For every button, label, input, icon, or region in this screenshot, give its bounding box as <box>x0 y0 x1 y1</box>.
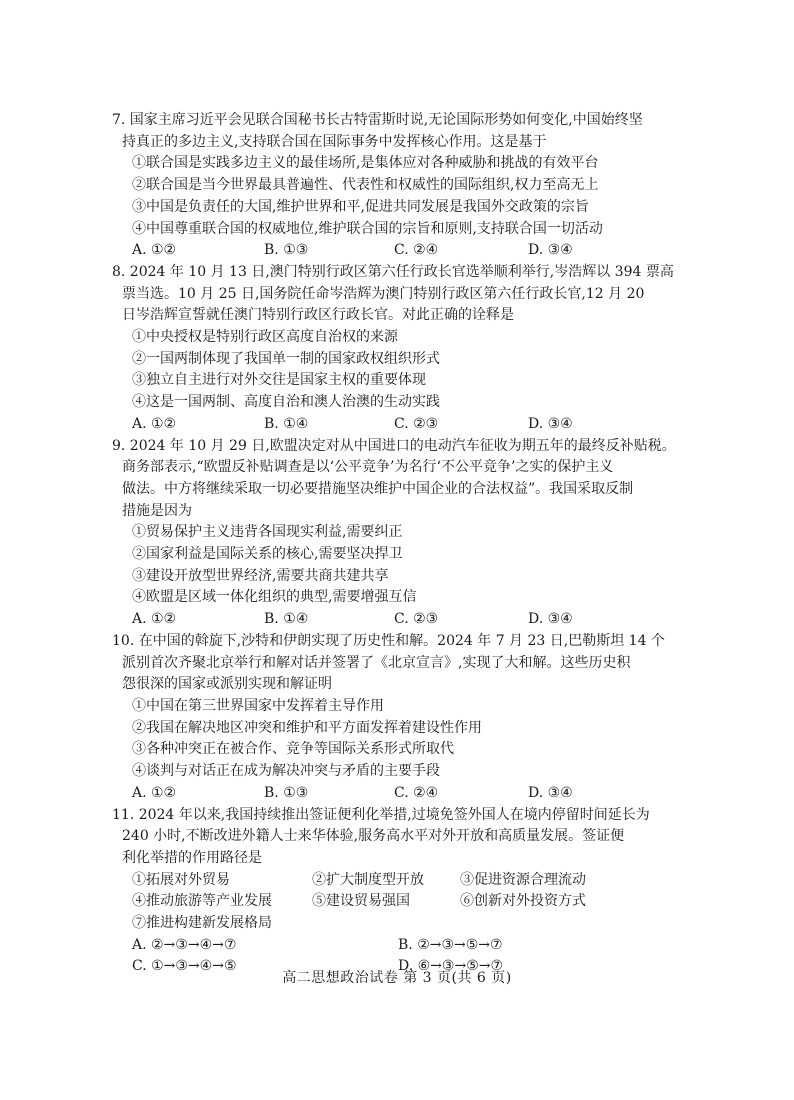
answer-choice-b: B. ②→③→⑤→⑦ <box>398 936 503 953</box>
answer-choice-a: A. ②→③→④→⑦ <box>132 936 237 953</box>
question-stem-line: 商务部表示,“欧盟反补贴调查是以‘公平竞争’为名行‘不公平竞争’之实的保护主义 <box>122 459 614 476</box>
answer-choice-d: D. ③④ <box>528 242 573 259</box>
answer-choices <box>112 783 688 805</box>
option-statement: ③独立自主进行对外交往是国家主权的重要体现 <box>132 372 426 389</box>
option-statement: ②国家利益是国际关系的核心,需要坚决捍卫 <box>132 546 403 563</box>
question-10 <box>112 631 688 805</box>
question-9 <box>112 436 688 631</box>
question-list <box>112 110 688 978</box>
answer-choice-b: B. ①④ <box>264 611 309 628</box>
question-stem-line: 怨很深的国家或派别实现和解证明 <box>122 676 332 693</box>
question-stem-line: 措施是因为 <box>122 502 192 519</box>
answer-choice-c: C. ①→③→④→⑤ <box>132 958 237 975</box>
question-7 <box>112 110 688 262</box>
question-stem-line: 派别首次齐聚北京举行和解对话并签署了《北京宣言》,实现了大和解。这些历史积 <box>122 654 631 671</box>
path-step: ①拓展对外贸易 <box>132 871 230 888</box>
option-statement: ①贸易保护主义违背各国现实利益,需要纠正 <box>132 524 403 541</box>
answer-choices <box>112 414 688 436</box>
path-step: ⑦推进构建新发展格局 <box>132 915 272 932</box>
answer-choice-c: C. ②③ <box>394 415 439 432</box>
option-statement: ②我国在解决地区冲突和维护和平方面发挥着建设性作用 <box>132 719 482 736</box>
answer-choice-d: D. ③④ <box>528 784 573 801</box>
question-8 <box>112 262 688 436</box>
option-statement: ①联合国是实践多边主义的最佳场所,是集体应对各种威胁和挑战的有效平台 <box>132 155 599 172</box>
question-stem-line: 票当选。10 月 25 日,国务院任命岑浩辉为澳门特别行政区第六任行政长官,12 月 20 <box>122 285 645 302</box>
question-stem-line: 10. 在中国的斡旋下,沙特和伊朗实现了历史性和解。2024 年 7 月 23 日,巴勒斯坦 14 个 <box>112 632 665 649</box>
answer-choice-a: A. ①② <box>132 242 177 259</box>
answer-choice-c: C. ②④ <box>394 784 439 801</box>
question-11 <box>112 805 688 979</box>
question-stem-line: 8. 2024 年 10 月 13 日,澳门特别行政区第六任行政长官选举顺利举行,岑浩辉以 394 票高 <box>112 263 674 280</box>
option-statement: ④中国尊重联合国的权威地位,维护联合国的宗旨和原则,支持联合国一切活动 <box>132 220 603 237</box>
option-statement: ②一国两制体现了我国单一制的国家政权组织形式 <box>132 350 440 367</box>
path-step: ⑥创新对外投资方式 <box>460 893 586 910</box>
question-stem-line: 日岑浩辉宣誓就任澳门特别行政区行政长官。对此正确的诠释是 <box>122 307 514 324</box>
answer-choices <box>112 609 688 631</box>
answer-choice-d: D. ③④ <box>528 611 573 628</box>
path-step: ⑤建设贸易强国 <box>312 893 410 910</box>
answer-choice-d: D. ⑥→③→⑤→⑦ <box>398 958 504 975</box>
answer-choice-b: B. ①③ <box>264 784 309 801</box>
path-step: ④推动旅游等产业发展 <box>132 893 272 910</box>
answer-choice-a: A. ①② <box>132 784 177 801</box>
option-statement: ④这是一国两制、高度自治和澳人治澳的生动实践 <box>132 394 440 411</box>
answer-choice-b: B. ①③ <box>264 242 309 259</box>
option-statement: ④谈判与对话正在成为解决冲突与矛盾的主要手段 <box>132 763 440 780</box>
path-steps-row <box>112 913 688 935</box>
answer-choice-c: C. ②③ <box>394 611 439 628</box>
answer-choice-b: B. ①④ <box>264 415 309 432</box>
path-step: ③促进资源合理流动 <box>460 871 586 888</box>
question-stem-line: 持真正的多边主义,支持联合国在国际事务中发挥核心作用。这是基于 <box>122 133 547 150</box>
path-step: ②扩大制度型开放 <box>312 871 424 888</box>
answer-choice-a: A. ①② <box>132 611 177 628</box>
option-statement: ①中国在第三世界国家中发挥着主导作用 <box>132 697 384 714</box>
question-stem-line: 240 小时,不断改进外籍人士来华体验,服务高水平对外开放和高质量发展。签证便 <box>122 828 625 845</box>
option-statement: ③各种冲突正在被合作、竞争等国际关系形式所取代 <box>132 741 454 758</box>
answer-choice-c: C. ②④ <box>394 242 439 259</box>
option-statement: ③中国是负责任的大国,维护世界和平,促进共同发展是我国外交政策的宗旨 <box>132 198 589 215</box>
path-steps-row <box>112 870 688 892</box>
page-footer: 高二思想政治试卷 第 3 页(共 6 页) <box>282 970 512 986</box>
question-stem-line: 7. 国家主席习近平会见联合国秘书长古特雷斯时说,无论国际形势如何变化,中国始终坚 <box>112 112 643 128</box>
question-stem-line: 利化举措的作用路径是 <box>122 849 262 866</box>
question-stem-line: 11. 2024 年以来,我国持续推出签证便利化举措,过境免签外国人在境内停留时间延长为 <box>112 806 650 823</box>
option-statement: ③建设开放型世界经济,需要共商共建共享 <box>132 567 389 584</box>
path-steps-row <box>112 891 688 913</box>
answer-choices <box>112 935 688 957</box>
option-statement: ④欧盟是区域一体化组织的典型,需要增强互信 <box>132 589 417 606</box>
answer-choice-a: A. ①② <box>132 415 177 432</box>
question-stem-line: 9. 2024 年 10 月 29 日,欧盟决定对从中国进口的电动汽车征收为期五年的最终反补贴税。 <box>112 437 676 454</box>
option-statement: ①中央授权是特别行政区高度自治权的来源 <box>132 329 398 346</box>
question-stem-line: 做法。中方将继续采取一切必要措施坚决维护中国企业的合法权益”。我国采取反制 <box>122 480 634 497</box>
option-statement: ②联合国是当今世界最具普遍性、代表性和权威性的国际组织,权力至高无上 <box>132 177 599 194</box>
answer-choice-d: D. ③④ <box>528 415 573 432</box>
answer-choices <box>112 240 688 262</box>
